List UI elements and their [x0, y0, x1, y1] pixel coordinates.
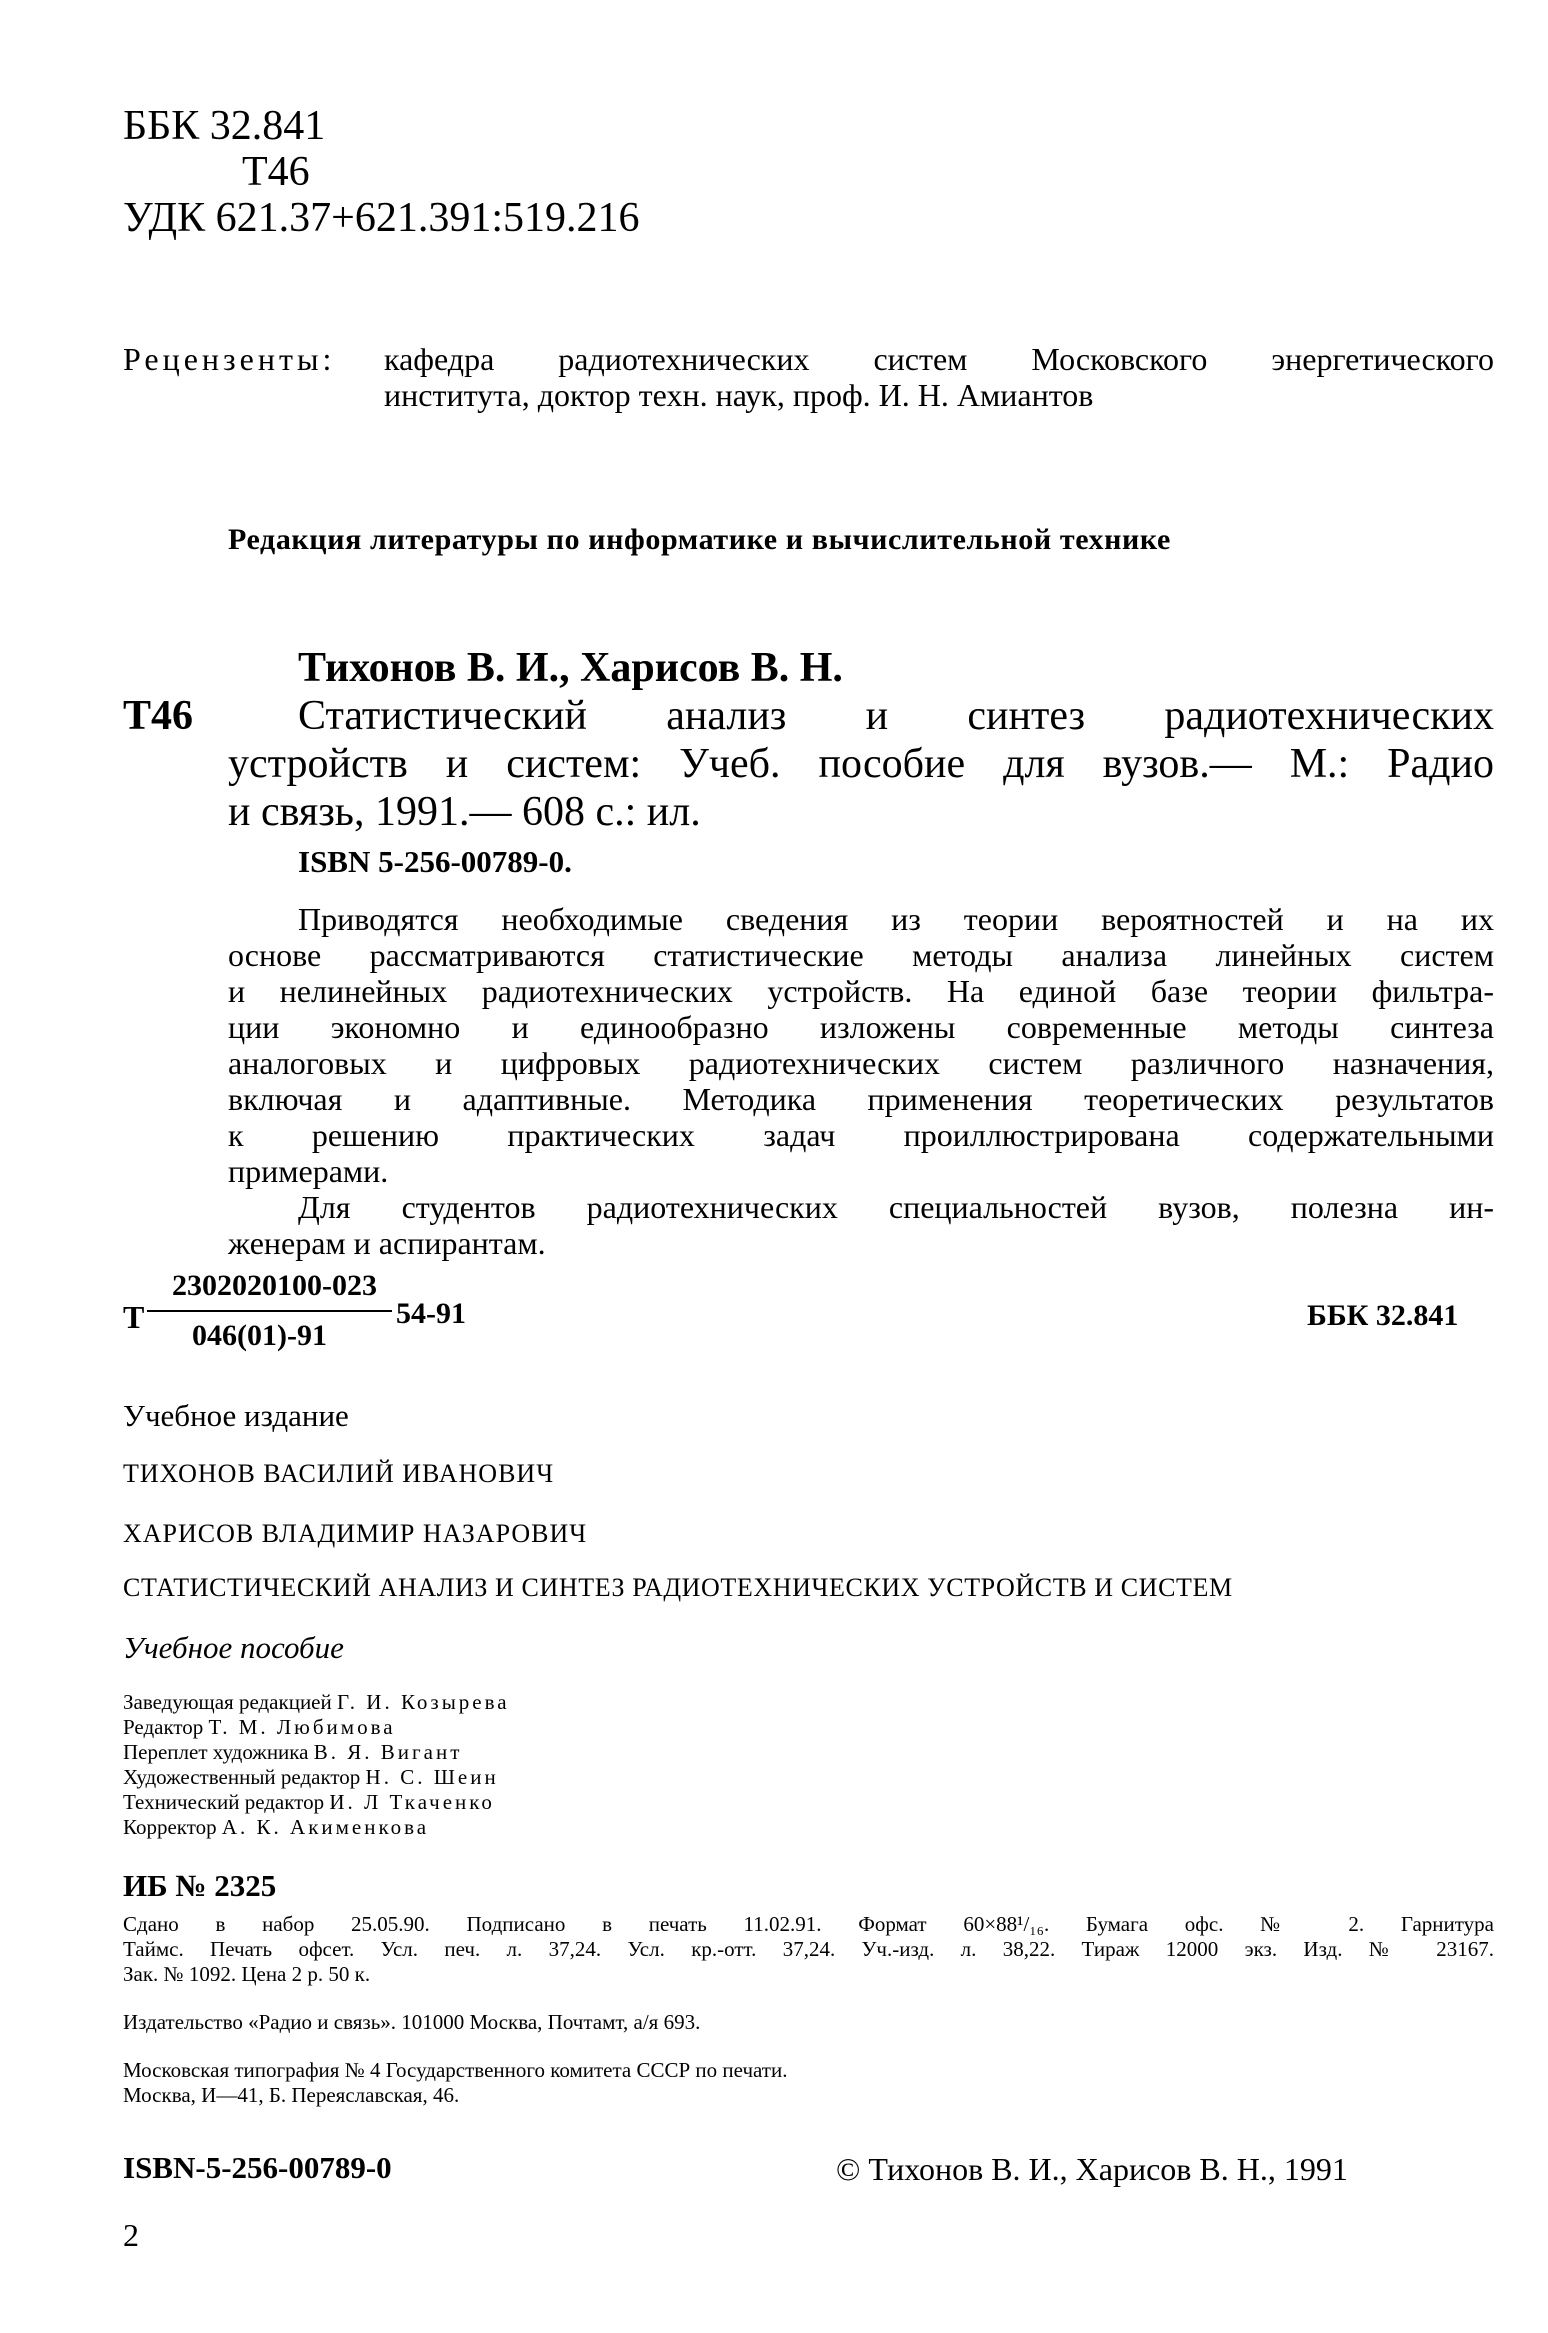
abstract-line-8: примерами.: [228, 1153, 389, 1189]
abstract-line-3: и нелинейных радиотехнических устройств. На единой базе теории фильтра-: [228, 973, 1494, 1009]
udk-header: УДК 621.37+621.391:519.216: [123, 195, 640, 241]
fraction-line: [147, 1310, 392, 1312]
staff-role: Редактор: [123, 1715, 204, 1739]
printer-line-1: Московская типография № 4 Государственного комитета СССР по печати.: [123, 2058, 788, 2082]
staff-role: Технический редактор: [123, 1790, 325, 1814]
abstract-line-7: к решению практических задач проиллюстрирована содержательными: [228, 1117, 1494, 1153]
staff-name: Т. М. Любимова: [208, 1715, 396, 1739]
reviewers-label: Рецензенты:: [123, 341, 336, 377]
formula-letter: Т: [123, 1299, 145, 1335]
ib-number: ИБ № 2325: [123, 1868, 277, 1903]
print-data-line-2: Таймс. Печать офсет. Усл. печ. л. 37,24. Усл. кр.-отт. 37,24. Уч.-изд. л. 38,22. Тираж 12000 экз. Изд. № 23167.: [123, 1937, 1494, 1961]
abstract-line-5: аналоговых и цифровых радиотехнических систем различного назначения,: [228, 1045, 1494, 1081]
book-isbn: ISBN 5-256-00789-0.: [298, 844, 572, 879]
abstract-line-2: основе рассматриваются статистические методы анализа линейных систем: [228, 937, 1494, 973]
editorial-office: Редакция литературы по информатике и вычислительной технике: [228, 523, 1171, 556]
staff-role: Художественный редактор: [123, 1765, 361, 1789]
page-number: 2: [123, 2217, 139, 2253]
footer-isbn: ISBN-5-256-00789-0: [123, 2150, 392, 2185]
formula-bbk: ББК 32.841: [1307, 1299, 1459, 1332]
staff-role: Переплет художника: [123, 1740, 309, 1764]
staff-name: И. Л Ткаченко: [329, 1790, 495, 1814]
staff-row: [123, 1790, 495, 1815]
staff-row: [123, 1815, 429, 1840]
author-code: Т46: [242, 149, 310, 195]
book-authors: Тихонов В. И., Харисов В. Н.: [298, 645, 843, 691]
reviewers-line-1: кафедра радиотехнических систем Московского энергетического: [384, 341, 1494, 377]
book-title-line-1: Статистический анализ и синтез радиотехнических: [298, 693, 1494, 739]
print-data-line-1: Сдано в набор 25.05.90. Подписано в печать 11.02.91. Формат 60×88¹/₁₆. Бумага офс. № 2. Гарнитура: [123, 1912, 1494, 1936]
book-title-line-2: устройств и систем: Учеб. пособие для вузов.— М.: Радио: [228, 741, 1494, 787]
bbk-header: ББК 32.841: [123, 103, 326, 149]
copyright: © Тихонов В. И., Харисов В. Н., 1991: [836, 2151, 1348, 2187]
imprint-author-1: ТИХОНОВ ВАСИЛИЙ ИВАНОВИЧ: [123, 1459, 555, 1488]
imprint-author-2: ХАРИСОВ ВЛАДИМИР НАЗАРОВИЧ: [123, 1519, 588, 1548]
audience-line-2: женерам и аспирантам.: [228, 1225, 546, 1261]
formula-suffix: 54-91: [396, 1297, 466, 1330]
staff-name: А. К. Акименкова: [221, 1815, 430, 1839]
staff-name: Н. С. Шеин: [365, 1765, 499, 1789]
staff-role: Заведующая редакцией: [123, 1690, 332, 1714]
edition-type: Учебное издание: [123, 1398, 349, 1433]
staff-name: В. Я. Вигант: [313, 1740, 463, 1764]
book-code: Т46: [123, 693, 194, 739]
book-title-line-3: и связь, 1991.— 608 с.: ил.: [228, 789, 701, 835]
imprint-publication-type: Учебное пособие: [123, 1630, 344, 1665]
staff-name: Г. И. Козырева: [337, 1690, 510, 1714]
publisher-address: Издательство «Радио и связь». 101000 Москва, Почтамт, а/я 693.: [123, 2010, 701, 2034]
abstract-line-1: Приводятся необходимые сведения из теории вероятностей и на их: [298, 901, 1494, 937]
formula-numerator: 2302020100-023: [172, 1269, 377, 1302]
formula-denominator: 046(01)-91: [192, 1319, 327, 1352]
staff-row: [123, 1690, 510, 1715]
staff-role: Корректор: [123, 1815, 217, 1839]
printer-line-2: Москва, И—41, Б. Переяславская, 46.: [123, 2083, 460, 2107]
abstract-line-4: ции экономно и единообразно изложены современные методы синтеза: [228, 1009, 1494, 1045]
staff-row: [123, 1765, 499, 1790]
abstract-line-6: включая и адаптивные. Методика применения теоретических результатов: [228, 1081, 1494, 1117]
staff-row: [123, 1740, 462, 1765]
imprint-title: СТАТИСТИЧЕСКИЙ АНАЛИЗ И СИНТЕЗ РАДИОТЕХНИЧЕСКИХ УСТРОЙСТВ И СИСТЕМ: [123, 1573, 1233, 1602]
audience-line-1: Для студентов радиотехнических специальностей вузов, полезна ин-: [298, 1189, 1494, 1225]
staff-row: [123, 1715, 396, 1740]
reviewers-line-2: института, доктор техн. наук, проф. И. Н. Амиантов: [384, 377, 1094, 413]
print-data-line-3: Зак. № 1092. Цена 2 р. 50 к.: [123, 1962, 371, 1986]
